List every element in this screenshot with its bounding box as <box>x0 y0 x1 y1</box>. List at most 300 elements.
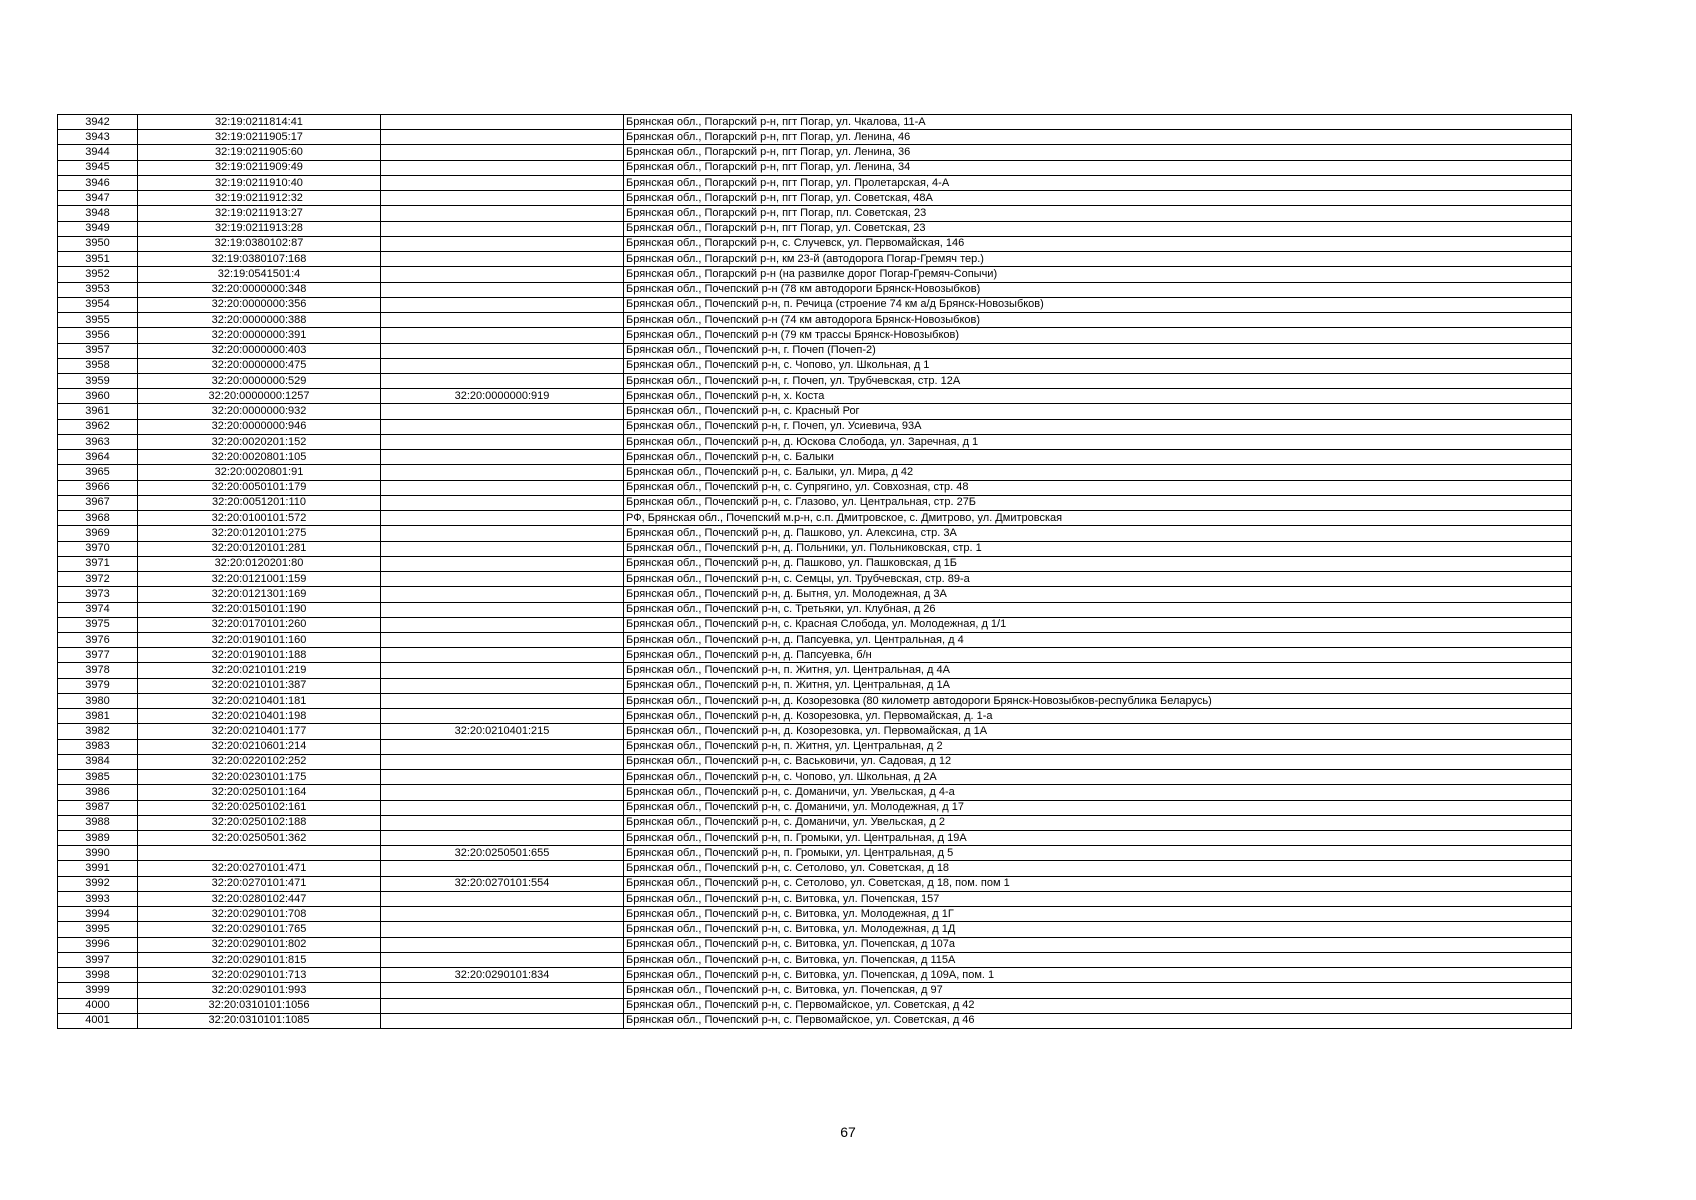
table-row <box>58 495 1572 510</box>
address-cell: Брянская обл., Погарский р-н, пгт Погар, ул. Пролетарская, 4-А <box>624 175 1572 190</box>
table-row <box>58 693 1572 708</box>
cadastral-number-cell: 32:19:0211905:60 <box>138 145 381 160</box>
address-cell: Брянская обл., Почепский р-н, с. Доманичи, ул. Увельская, д 2 <box>624 815 1572 830</box>
cadastral-number-cell: 32:20:0310101:1056 <box>138 998 381 1013</box>
row-number-cell: 3989 <box>58 831 138 846</box>
table-row <box>58 937 1572 952</box>
cadastral-number-cell: 32:20:0051201:110 <box>138 495 381 510</box>
table-row <box>58 282 1572 297</box>
related-cadastral-number-cell <box>381 907 624 922</box>
row-number-cell: 3972 <box>58 572 138 587</box>
table-row <box>58 815 1572 830</box>
table-row <box>58 373 1572 388</box>
row-number-cell: 3968 <box>58 511 138 526</box>
table-row <box>58 663 1572 678</box>
related-cadastral-number-cell <box>381 937 624 952</box>
table-row <box>58 891 1572 906</box>
related-cadastral-number-cell <box>381 785 624 800</box>
address-cell: Брянская обл., Почепский р-н, с. Балыки <box>624 450 1572 465</box>
row-number-cell: 3958 <box>58 358 138 373</box>
cadastral-number-cell: 32:20:0020201:152 <box>138 434 381 449</box>
related-cadastral-number-cell: 32:20:0000000:919 <box>381 389 624 404</box>
related-cadastral-number-cell <box>381 617 624 632</box>
address-cell: Брянская обл., Почепский р-н (78 км автодороги Брянск-Новозыбков) <box>624 282 1572 297</box>
table-row <box>58 648 1572 663</box>
address-cell: Брянская обл., Почепский р-н, с. Васьковичи, ул. Садовая, д 12 <box>624 754 1572 769</box>
address-cell: Брянская обл., Погарский р-н, пгт Погар, ул. Чкалова, 11-А <box>624 115 1572 130</box>
cadastral-number-cell: 32:20:0000000:932 <box>138 404 381 419</box>
address-cell: Брянская обл., Погарский р-н (на развилке дорог Погар-Гремяч-Сопычи) <box>624 267 1572 282</box>
cadastral-number-cell: 32:20:0000000:356 <box>138 297 381 312</box>
address-cell: Брянская обл., Почепский р-н, д. Пашково, ул. Алексина, стр. 3А <box>624 526 1572 541</box>
address-cell: Брянская обл., Погарский р-н, пгт Погар, ул. Ленина, 36 <box>624 145 1572 160</box>
address-cell: Брянская обл., Почепский р-н, с. Семцы, ул. Трубчевская, стр. 89-а <box>624 572 1572 587</box>
table-row <box>58 236 1572 251</box>
page-number: 67 <box>840 1124 856 1140</box>
address-cell: Брянская обл., Почепский р-н, с. Чопово, ул. Школьная, д 1 <box>624 358 1572 373</box>
table-row <box>58 434 1572 449</box>
row-number-cell: 3978 <box>58 663 138 678</box>
address-cell: Брянская обл., Почепский р-н, с. Глазово, ул. Центральная, стр. 27Б <box>624 495 1572 510</box>
address-cell: Брянская обл., Погарский р-н, с. Случевск, ул. Первомайская, 146 <box>624 236 1572 251</box>
cadastral-number-cell: 32:20:0210401:198 <box>138 709 381 724</box>
related-cadastral-number-cell <box>381 526 624 541</box>
cadastral-number-cell: 32:19:0211913:28 <box>138 221 381 236</box>
related-cadastral-number-cell <box>381 252 624 267</box>
table-row <box>58 313 1572 328</box>
related-cadastral-number-cell <box>381 160 624 175</box>
cadastral-number-cell: 32:19:0211913:27 <box>138 206 381 221</box>
cadastral-number-cell: 32:20:0250102:188 <box>138 815 381 830</box>
address-cell: Брянская обл., Почепский р-н, с. Чопово, ул. Школьная, д 2А <box>624 770 1572 785</box>
related-cadastral-number-cell <box>381 175 624 190</box>
table-row <box>58 511 1572 526</box>
related-cadastral-number-cell <box>381 587 624 602</box>
table-row <box>58 252 1572 267</box>
table-row <box>58 907 1572 922</box>
address-cell: Брянская обл., Погарский р-н, пгт Погар, ул. Ленина, 46 <box>624 130 1572 145</box>
table-row <box>58 267 1572 282</box>
cadastral-number-cell: 32:20:0000000:475 <box>138 358 381 373</box>
cadastral-number-cell: 32:20:0290101:713 <box>138 968 381 983</box>
cadastral-number-cell: 32:20:0250501:362 <box>138 831 381 846</box>
row-number-cell: 3942 <box>58 115 138 130</box>
table-row <box>58 450 1572 465</box>
cadastral-number-cell: 32:20:0170101:260 <box>138 617 381 632</box>
row-number-cell: 3987 <box>58 800 138 815</box>
address-cell: Брянская обл., Почепский р-н (79 км трассы Брянск-Новозыбков) <box>624 328 1572 343</box>
address-cell: Брянская обл., Почепский р-н, п. Речица (строение 74 км а/д Брянск-Новозыбков) <box>624 297 1572 312</box>
table-row <box>58 831 1572 846</box>
related-cadastral-number-cell <box>381 648 624 663</box>
related-cadastral-number-cell <box>381 495 624 510</box>
table-row <box>58 785 1572 800</box>
row-number-cell: 3991 <box>58 861 138 876</box>
related-cadastral-number-cell <box>381 191 624 206</box>
cadastral-number-cell: 32:20:0270101:471 <box>138 861 381 876</box>
row-number-cell: 3960 <box>58 389 138 404</box>
related-cadastral-number-cell: 32:20:0250501:655 <box>381 846 624 861</box>
related-cadastral-number-cell <box>381 922 624 937</box>
table-row <box>58 419 1572 434</box>
address-cell: Брянская обл., Почепский р-н, д. Папсуевка, б/н <box>624 648 1572 663</box>
address-cell: Брянская обл., Почепский р-н (74 км автодорога Брянск-Новозыбков) <box>624 313 1572 328</box>
row-number-cell: 3975 <box>58 617 138 632</box>
related-cadastral-number-cell <box>381 297 624 312</box>
row-number-cell: 3966 <box>58 480 138 495</box>
cadastral-number-cell: 32:19:0211909:49 <box>138 160 381 175</box>
table-row <box>58 968 1572 983</box>
row-number-cell: 3979 <box>58 678 138 693</box>
address-cell: Брянская обл., Почепский р-н, с. Супрягино, ул. Совхозная, стр. 48 <box>624 480 1572 495</box>
table-row <box>58 221 1572 236</box>
row-number-cell: 3988 <box>58 815 138 830</box>
address-cell: Брянская обл., Почепский р-н, с. Сетолово, ул. Советская, д 18 <box>624 861 1572 876</box>
cadastral-number-cell: 32:20:0000000:403 <box>138 343 381 358</box>
row-number-cell: 3969 <box>58 526 138 541</box>
table-row <box>58 678 1572 693</box>
row-number-cell: 3990 <box>58 846 138 861</box>
row-number-cell: 3959 <box>58 373 138 388</box>
address-cell: Брянская обл., Почепский р-н, с. Витовка, ул. Почепская, д 97 <box>624 983 1572 998</box>
address-cell: Брянская обл., Почепский р-н, с. Сетолово, ул. Советская, д 18, пом. пом 1 <box>624 876 1572 891</box>
cadastral-number-cell: 32:20:0121301:169 <box>138 587 381 602</box>
registry-table <box>57 114 1572 1029</box>
cadastral-number-cell: 32:20:0000000:529 <box>138 373 381 388</box>
cadastral-number-cell: 32:20:0210101:387 <box>138 678 381 693</box>
row-number-cell: 3964 <box>58 450 138 465</box>
cadastral-number-cell: 32:19:0211910:40 <box>138 175 381 190</box>
address-cell: Брянская обл., Почепский р-н, с. Первомайское, ул. Советская, д 46 <box>624 1013 1572 1028</box>
row-number-cell: 3984 <box>58 754 138 769</box>
table-row <box>58 206 1572 221</box>
table-row <box>58 130 1572 145</box>
table-row <box>58 998 1572 1013</box>
address-cell: Брянская обл., Почепский р-н, д. Козорезовка (80 километр автодороги Брянск-Новозыбков-республика Беларусь) <box>624 693 1572 708</box>
address-cell: Брянская обл., Погарский р-н, пгт Погар, ул. Советская, 48А <box>624 191 1572 206</box>
row-number-cell: 3961 <box>58 404 138 419</box>
table-row <box>58 632 1572 647</box>
related-cadastral-number-cell <box>381 450 624 465</box>
related-cadastral-number-cell <box>381 282 624 297</box>
address-cell: Брянская обл., Погарский р-н, пгт Погар, пл. Советская, 23 <box>624 206 1572 221</box>
address-cell: Брянская обл., Погарский р-н, пгт Погар, ул. Советская, 23 <box>624 221 1572 236</box>
row-number-cell: 3951 <box>58 252 138 267</box>
related-cadastral-number-cell <box>381 145 624 160</box>
cadastral-number-cell: 32:20:0000000:391 <box>138 328 381 343</box>
row-number-cell: 3981 <box>58 709 138 724</box>
related-cadastral-number-cell <box>381 206 624 221</box>
related-cadastral-number-cell <box>381 678 624 693</box>
cadastral-number-cell: 32:20:0000000:946 <box>138 419 381 434</box>
cadastral-number-cell: 32:20:0120101:281 <box>138 541 381 556</box>
cadastral-number-cell: 32:20:0150101:190 <box>138 602 381 617</box>
cadastral-number-cell: 32:20:0310101:1085 <box>138 1013 381 1028</box>
row-number-cell: 3950 <box>58 236 138 251</box>
table-row <box>58 328 1572 343</box>
table-row <box>58 160 1572 175</box>
table-row <box>58 191 1572 206</box>
cadastral-number-cell: 32:19:0541501:4 <box>138 267 381 282</box>
row-number-cell: 4001 <box>58 1013 138 1028</box>
address-cell: Брянская обл., Почепский р-н, с. Витовка, ул. Почепская, 157 <box>624 891 1572 906</box>
related-cadastral-number-cell <box>381 800 624 815</box>
table-row <box>58 115 1572 130</box>
row-number-cell: 3970 <box>58 541 138 556</box>
address-cell: Брянская обл., Почепский р-н, с. Витовка, ул. Почепская, д 109А, пом. 1 <box>624 968 1572 983</box>
address-cell: Брянская обл., Погарский р-н, пгт Погар, ул. Ленина, 34 <box>624 160 1572 175</box>
address-cell: Брянская обл., Почепский р-н, с. Балыки, ул. Мира, д 42 <box>624 465 1572 480</box>
cadastral-number-cell: 32:20:0020801:91 <box>138 465 381 480</box>
table-row <box>58 709 1572 724</box>
row-number-cell: 3983 <box>58 739 138 754</box>
related-cadastral-number-cell <box>381 541 624 556</box>
related-cadastral-number-cell <box>381 434 624 449</box>
row-number-cell: 3948 <box>58 206 138 221</box>
row-number-cell: 3952 <box>58 267 138 282</box>
cadastral-number-cell: 32:19:0380102:87 <box>138 236 381 251</box>
related-cadastral-number-cell <box>381 998 624 1013</box>
cadastral-number-cell: 32:20:0020801:105 <box>138 450 381 465</box>
row-number-cell: 3995 <box>58 922 138 937</box>
row-number-cell: 3996 <box>58 937 138 952</box>
cadastral-number-cell: 32:20:0210401:181 <box>138 693 381 708</box>
table-row <box>58 343 1572 358</box>
related-cadastral-number-cell <box>381 861 624 876</box>
address-cell: Брянская обл., Почепский р-н, с. Витовка, ул. Молодежная, д 1Г <box>624 907 1572 922</box>
related-cadastral-number-cell <box>381 891 624 906</box>
row-number-cell: 3955 <box>58 313 138 328</box>
table-row <box>58 480 1572 495</box>
related-cadastral-number-cell: 32:20:0270101:554 <box>381 876 624 891</box>
address-cell: Брянская обл., Почепский р-н, п. Житня, ул. Центральная, д 1А <box>624 678 1572 693</box>
related-cadastral-number-cell <box>381 632 624 647</box>
row-number-cell: 3985 <box>58 770 138 785</box>
related-cadastral-number-cell <box>381 709 624 724</box>
row-number-cell: 3967 <box>58 495 138 510</box>
table-row <box>58 404 1572 419</box>
cadastral-number-cell: 32:20:0290101:993 <box>138 983 381 998</box>
related-cadastral-number-cell: 32:20:0210401:215 <box>381 724 624 739</box>
related-cadastral-number-cell <box>381 465 624 480</box>
row-number-cell: 3974 <box>58 602 138 617</box>
related-cadastral-number-cell <box>381 404 624 419</box>
row-number-cell: 3956 <box>58 328 138 343</box>
row-number-cell: 3946 <box>58 175 138 190</box>
table-row <box>58 587 1572 602</box>
cadastral-number-cell: 32:19:0211814:41 <box>138 115 381 130</box>
row-number-cell: 3954 <box>58 297 138 312</box>
related-cadastral-number-cell <box>381 754 624 769</box>
cadastral-number-cell: 32:20:0280102:447 <box>138 891 381 906</box>
row-number-cell: 3943 <box>58 130 138 145</box>
related-cadastral-number-cell <box>381 221 624 236</box>
cadastral-number-cell: 32:20:0270101:471 <box>138 876 381 891</box>
related-cadastral-number-cell <box>381 663 624 678</box>
cadastral-number-cell: 32:20:0000000:1257 <box>138 389 381 404</box>
row-number-cell: 3957 <box>58 343 138 358</box>
table-row <box>58 800 1572 815</box>
related-cadastral-number-cell <box>381 693 624 708</box>
table-row <box>58 754 1572 769</box>
address-cell: Брянская обл., Почепский р-н, с. Красный Рог <box>624 404 1572 419</box>
cadastral-number-cell: 32:19:0380107:168 <box>138 252 381 267</box>
address-cell: Брянская обл., Почепский р-н, с. Первомайское, ул. Советская, д 42 <box>624 998 1572 1013</box>
row-number-cell: 3953 <box>58 282 138 297</box>
related-cadastral-number-cell <box>381 511 624 526</box>
related-cadastral-number-cell <box>381 572 624 587</box>
related-cadastral-number-cell <box>381 328 624 343</box>
row-number-cell: 3977 <box>58 648 138 663</box>
related-cadastral-number-cell: 32:20:0290101:834 <box>381 968 624 983</box>
address-cell: Брянская обл., Почепский р-н, п. Житня, ул. Центральная, д 2 <box>624 739 1572 754</box>
row-number-cell: 3994 <box>58 907 138 922</box>
address-cell: РФ, Брянская обл., Почепский м.р-н, с.п. Дмитровское, с. Дмитрово, ул. Дмитровская <box>624 511 1572 526</box>
row-number-cell: 3992 <box>58 876 138 891</box>
address-cell: Брянская обл., Почепский р-н, п. Громыки, ул. Центральная, д 19А <box>624 831 1572 846</box>
row-number-cell: 3997 <box>58 952 138 967</box>
row-number-cell: 3999 <box>58 983 138 998</box>
address-cell: Брянская обл., Почепский р-н, д. Козорезовка, ул. Первомайская, д. 1-а <box>624 709 1572 724</box>
row-number-cell: 3945 <box>58 160 138 175</box>
address-cell: Брянская обл., Почепский р-н, д. Папсуевка, ул. Центральная, д 4 <box>624 632 1572 647</box>
address-cell: Брянская обл., Почепский р-н, г. Почеп, ул. Усиевича, 93А <box>624 419 1572 434</box>
address-cell: Брянская обл., Почепский р-н, п. Житня, ул. Центральная, д 4А <box>624 663 1572 678</box>
cadastral-number-cell: 32:20:0250102:161 <box>138 800 381 815</box>
cadastral-number-cell: 32:20:0290101:802 <box>138 937 381 952</box>
row-number-cell: 3998 <box>58 968 138 983</box>
address-cell: Брянская обл., Почепский р-н, д. Польники, ул. Польниковская, стр. 1 <box>624 541 1572 556</box>
table-row <box>58 541 1572 556</box>
cadastral-number-cell: 32:20:0220102:252 <box>138 754 381 769</box>
table-row <box>58 602 1572 617</box>
address-cell: Брянская обл., Почепский р-н, г. Почеп, ул. Трубчевская, стр. 12А <box>624 373 1572 388</box>
related-cadastral-number-cell <box>381 115 624 130</box>
address-cell: Брянская обл., Почепский р-н, с. Витовка, ул. Молодежная, д 1Д <box>624 922 1572 937</box>
table-row <box>58 358 1572 373</box>
row-number-cell: 3963 <box>58 434 138 449</box>
cadastral-number-cell: 32:20:0210101:219 <box>138 663 381 678</box>
address-cell: Брянская обл., Почепский р-н, д. Козорезовка, ул. Первомайская, д 1А <box>624 724 1572 739</box>
address-cell: Брянская обл., Почепский р-н, д. Юскова Слобода, ул. Заречная, д 1 <box>624 434 1572 449</box>
row-number-cell: 3986 <box>58 785 138 800</box>
table-row <box>58 983 1572 998</box>
table-row <box>58 572 1572 587</box>
table-row <box>58 465 1572 480</box>
cadastral-number-cell: 32:20:0050101:179 <box>138 480 381 495</box>
related-cadastral-number-cell <box>381 236 624 251</box>
related-cadastral-number-cell <box>381 130 624 145</box>
related-cadastral-number-cell <box>381 419 624 434</box>
related-cadastral-number-cell <box>381 770 624 785</box>
cadastral-number-cell: 32:20:0121001:159 <box>138 572 381 587</box>
cadastral-number-cell <box>138 846 381 861</box>
related-cadastral-number-cell <box>381 556 624 571</box>
table-row <box>58 1013 1572 1028</box>
table-row <box>58 861 1572 876</box>
row-number-cell: 3976 <box>58 632 138 647</box>
cadastral-number-cell: 32:19:0211905:17 <box>138 130 381 145</box>
row-number-cell: 4000 <box>58 998 138 1013</box>
row-number-cell: 3944 <box>58 145 138 160</box>
row-number-cell: 3947 <box>58 191 138 206</box>
table-row <box>58 145 1572 160</box>
row-number-cell: 3949 <box>58 221 138 236</box>
related-cadastral-number-cell <box>381 831 624 846</box>
row-number-cell: 3980 <box>58 693 138 708</box>
related-cadastral-number-cell <box>381 602 624 617</box>
cadastral-number-cell: 32:20:0210401:177 <box>138 724 381 739</box>
cadastral-number-cell: 32:20:0210601:214 <box>138 739 381 754</box>
table-row <box>58 556 1572 571</box>
address-cell: Брянская обл., Почепский р-н, х. Коста <box>624 389 1572 404</box>
cadastral-number-cell: 32:20:0290101:708 <box>138 907 381 922</box>
row-number-cell: 3962 <box>58 419 138 434</box>
cadastral-number-cell: 32:20:0100101:572 <box>138 511 381 526</box>
address-cell: Брянская обл., Почепский р-н, д. Бытня, ул. Молодежная, д 3А <box>624 587 1572 602</box>
cadastral-number-cell: 32:20:0290101:815 <box>138 952 381 967</box>
cadastral-number-cell: 32:19:0211912:32 <box>138 191 381 206</box>
address-cell: Брянская обл., Почепский р-н, д. Пашково, ул. Пашковская, д 1Б <box>624 556 1572 571</box>
address-cell: Брянская обл., Почепский р-н, г. Почеп (Почеп-2) <box>624 343 1572 358</box>
cadastral-number-cell: 32:20:0000000:388 <box>138 313 381 328</box>
related-cadastral-number-cell <box>381 343 624 358</box>
cadastral-number-cell: 32:20:0190101:188 <box>138 648 381 663</box>
cadastral-number-cell: 32:20:0000000:348 <box>138 282 381 297</box>
related-cadastral-number-cell <box>381 739 624 754</box>
registry-table-body <box>58 115 1572 1029</box>
table-row <box>58 175 1572 190</box>
address-cell: Брянская обл., Погарский р-н, км 23-й (автодорога Погар-Гремяч тер.) <box>624 252 1572 267</box>
address-cell: Брянская обл., Почепский р-н, с. Витовка, ул. Почепская, д 107а <box>624 937 1572 952</box>
related-cadastral-number-cell <box>381 480 624 495</box>
address-cell: Брянская обл., Почепский р-н, с. Доманичи, ул. Увельская, д 4-а <box>624 785 1572 800</box>
table-row <box>58 922 1572 937</box>
cadastral-number-cell: 32:20:0230101:175 <box>138 770 381 785</box>
table-row <box>58 770 1572 785</box>
related-cadastral-number-cell <box>381 815 624 830</box>
related-cadastral-number-cell <box>381 267 624 282</box>
related-cadastral-number-cell <box>381 313 624 328</box>
table-row <box>58 876 1572 891</box>
address-cell: Брянская обл., Почепский р-н, с. Третьяки, ул. Клубная, д 26 <box>624 602 1572 617</box>
table-row <box>58 297 1572 312</box>
table-row <box>58 389 1572 404</box>
cadastral-number-cell: 32:20:0120201:80 <box>138 556 381 571</box>
related-cadastral-number-cell <box>381 358 624 373</box>
table-row <box>58 617 1572 632</box>
row-number-cell: 3982 <box>58 724 138 739</box>
row-number-cell: 3965 <box>58 465 138 480</box>
cadastral-number-cell: 32:20:0250101:164 <box>138 785 381 800</box>
cadastral-number-cell: 32:20:0120101:275 <box>138 526 381 541</box>
row-number-cell: 3993 <box>58 891 138 906</box>
table-row <box>58 739 1572 754</box>
address-cell: Брянская обл., Почепский р-н, с. Доманичи, ул. Молодежная, д 17 <box>624 800 1572 815</box>
related-cadastral-number-cell <box>381 1013 624 1028</box>
address-cell: Брянская обл., Почепский р-н, с. Красная Слобода, ул. Молодежная, д 1/1 <box>624 617 1572 632</box>
table-row <box>58 846 1572 861</box>
cadastral-number-cell: 32:20:0290101:765 <box>138 922 381 937</box>
related-cadastral-number-cell <box>381 952 624 967</box>
row-number-cell: 3971 <box>58 556 138 571</box>
cadastral-number-cell: 32:20:0190101:160 <box>138 632 381 647</box>
related-cadastral-number-cell <box>381 983 624 998</box>
related-cadastral-number-cell <box>381 373 624 388</box>
table-row <box>58 526 1572 541</box>
address-cell: Брянская обл., Почепский р-н, п. Громыки, ул. Центральная, д 5 <box>624 846 1572 861</box>
address-cell: Брянская обл., Почепский р-н, с. Витовка, ул. Почепская, д 115А <box>624 952 1572 967</box>
